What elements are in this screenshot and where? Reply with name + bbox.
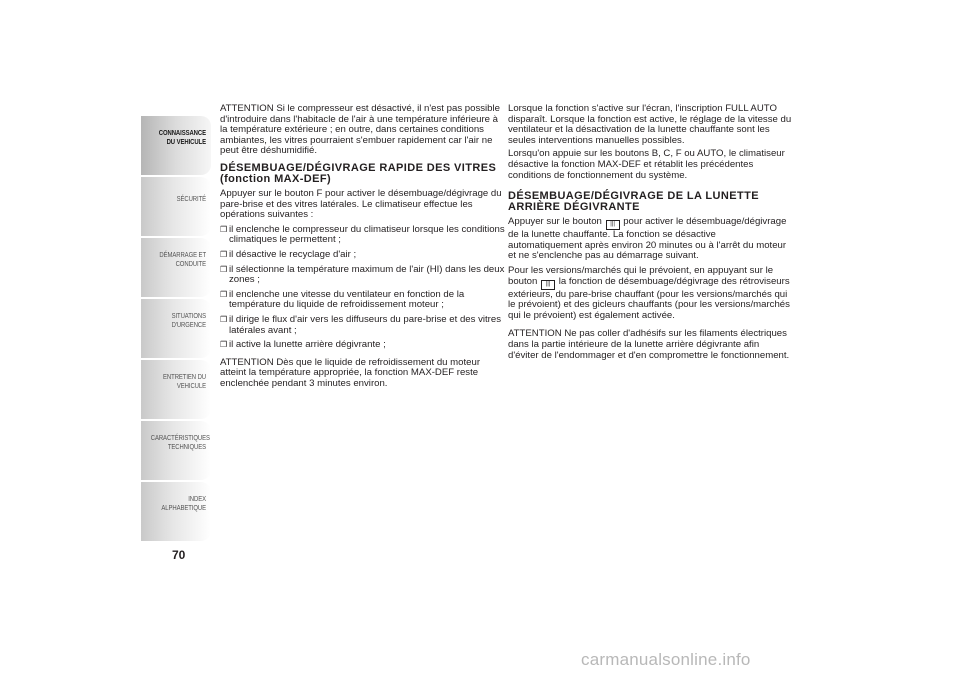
full-auto-paragraph: Lorsque la fonction s'active sur l'écran, l'inscription FULL AUTO disparaît. Lorsque la fonction est active, le réglage de la vitesse du ventilateur et la désactivation de la lunette chauffante sont les seules interventions manuelles possibles. <box>508 103 792 146</box>
tab-label-line1: CONNAISSANCE <box>158 130 206 137</box>
tab-securite[interactable] <box>141 177 211 236</box>
rear-defrost-icon: ||| <box>606 220 620 230</box>
tab-label-line1: SITUATIONS <box>171 313 206 320</box>
tab-label-line1: ENTRETIEN DU <box>163 374 206 381</box>
tab-situations-d-urgence[interactable] <box>141 299 211 358</box>
tab-label-line1: CARACTÉRISTIQUES <box>150 435 210 442</box>
checkbox-bullet-icon: ❒ <box>220 340 228 350</box>
checkbox-bullet-icon: ❒ <box>220 249 228 259</box>
tab-label-line2: D'URGENCE <box>171 321 206 329</box>
attention-compressor: ATTENTION Si le compresseur est désactivé, il n'est pas possible d'introduire dans l'habitacle de l'air à une température inférieure à la température extérieure ; en outre, dans certaines conditions ambiantes, les vitres pourraient s'embuer rapidement car l'air ne peut être déshumidifié. <box>220 103 500 157</box>
tab-label-line2: VEHICULE <box>176 382 206 390</box>
tab-label-line1: SÉCURITÉ <box>176 196 206 203</box>
checkbox-bullet-icon: ❒ <box>220 224 228 234</box>
max-def-intro: Appuyer sur le bouton F pour activer le désembuage/dégivrage du pare-brise et des vitres latérales. Le climatiseur effectue les opérations suivantes : <box>220 187 502 221</box>
max-def-deactivation-paragraph: Lorsqu'on appuie sur les boutons B, C, F ou AUTO, le climatiseur désactive la fonction MAX-DEF et rétablit les précédentes conditions de fonctionnement du système. <box>508 148 785 181</box>
left-column <box>220 104 505 393</box>
list-item: ❒ il sélectionne la température maximum de l'air (HI) dans les deux zones ; <box>220 263 505 286</box>
watermark: carmanualsonline.info <box>581 650 751 669</box>
tab-connaissance-du-vehicule[interactable] <box>141 116 211 175</box>
list-item: ❒ il désactive le recyclage d'air ; <box>220 248 357 260</box>
tab-label-line1: INDEX <box>188 496 206 503</box>
attention-max-def-duration: ATTENTION Dès que le liquide de refroidissement du moteur atteint la température appropriée, la fonction MAX-DEF reste enclenchée pendant 3 minutes environ. <box>220 356 481 389</box>
checkbox-bullet-icon: ❒ <box>220 289 228 299</box>
tab-label-line2: CONDUITE <box>175 260 206 268</box>
tab-entretien-du-vehicule[interactable] <box>141 360 211 419</box>
tab-caracteristiques-techniques[interactable] <box>141 421 211 480</box>
list-item: ❒ il enclenche une vitesse du ventilateur en fonction de la température du liquide de refroidissement moteur ; <box>220 288 465 311</box>
attention-adhesives: ATTENTION Ne pas coller d'adhésifs sur les filaments électriques dans la partie intérieure de la lunette arrière dégivrante afin d'éviter de l'endommager et d'en compromettre le fonctionnement. <box>508 328 790 361</box>
checkbox-bullet-icon: ❒ <box>220 314 228 324</box>
right-column <box>508 104 792 365</box>
list-item: ❒ il dirige le flux d'air vers les diffuseurs du pare-brise et des vitres latérales avant ; <box>220 313 501 336</box>
mirror-defrost-paragraph: Pour les versions/marchés qui le prévoient, en appuyant sur le bouton ||| la fonction de désembuage/dégivrage des rétroviseurs extérieurs, du pare-brise chauffant (pour les versions/marchés qui le prévoient) et des gicleurs chauffants (pour les versions/marchés qui le prévoient) est également activée. <box>508 264 790 321</box>
chapter-index-sidebar <box>141 116 211 543</box>
section-heading-max-def: DÉSEMBUAGE/DÉGIVRAGE RAPIDE DES VITRES (fonction MAX-DEF) <box>220 161 497 185</box>
tab-label-line1: DÉMARRAGE ET <box>159 252 206 259</box>
tab-label-line2: TECHNIQUES <box>167 443 206 451</box>
list-item: ❒ il enclenche le compresseur du climatiseur lorsque les conditions climatiques le permettent ; <box>220 223 505 246</box>
rear-defrost-paragraph: Appuyer sur le bouton ||| pour activer le désembuage/dégivrage de la lunette chauffante. La fonction se désactive automatiquement après environ 20 minutes ou à l'arrêt du moteur et ne s'enclenche pas au démarrage suivant. <box>508 216 787 262</box>
tab-label-line2: DU VEHICULE <box>166 138 206 146</box>
tab-label-line2: ALPHABETIQUE <box>161 504 206 512</box>
checkbox-bullet-icon: ❒ <box>220 264 228 274</box>
tab-index-alphabetique[interactable] <box>141 482 211 541</box>
list-item: ❒ il active la lunette arrière dégivrante ; <box>220 339 386 351</box>
section-heading-rear-defrost: DÉSEMBUAGE/DÉGIVRAGE DE LA LUNETTE ARRIÈRE DÉGIVRANTE <box>508 190 759 214</box>
tab-demarrage-et-conduite[interactable] <box>141 238 211 297</box>
rear-defrost-icon: ||| <box>541 280 555 290</box>
page-number: 70 <box>172 548 186 562</box>
